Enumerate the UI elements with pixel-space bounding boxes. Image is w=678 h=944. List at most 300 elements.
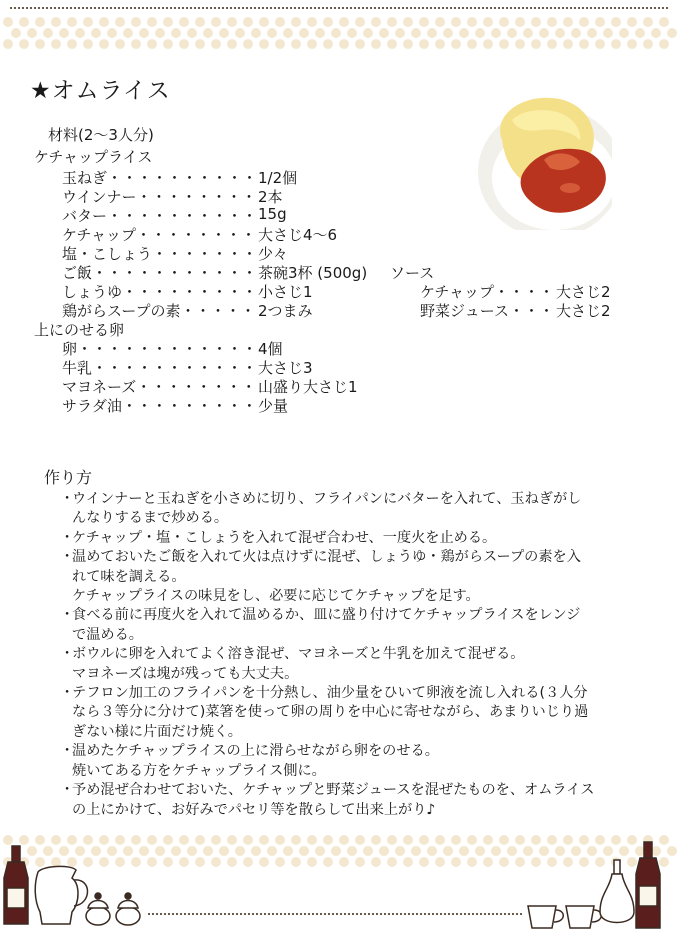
- polka-dot: [339, 857, 349, 867]
- polka-dot: [115, 39, 125, 49]
- polka-dot: [187, 28, 197, 38]
- step-line: 焼いてある方をケチャップライス側に。: [72, 762, 326, 779]
- polka-dots: [3, 835, 677, 867]
- polka-dot: [595, 857, 605, 867]
- ingredient-amount: 小さじ1: [258, 283, 313, 301]
- polka-dot: [51, 39, 61, 49]
- polka-dot: [131, 857, 141, 867]
- polka-dot: [379, 846, 389, 856]
- polka-dot: [147, 17, 157, 27]
- step-item: [60, 645, 632, 684]
- polka-dot: [219, 28, 229, 38]
- polka-dot: [579, 835, 589, 845]
- decanter-icon: [600, 860, 634, 923]
- polka-dot: [339, 835, 349, 845]
- ingredient-amount: 大さじ4～6: [258, 226, 338, 244]
- polka-dot: [107, 28, 117, 38]
- polka-dot: [619, 846, 629, 856]
- polka-dot: [323, 857, 333, 867]
- step-item: [60, 684, 632, 742]
- polka-dot: [115, 17, 125, 27]
- step-item: [60, 781, 632, 820]
- polka-dot: [547, 857, 557, 867]
- polka-dot: [51, 857, 61, 867]
- top-dotted-border: [0, 0, 678, 56]
- polka-dot: [403, 17, 413, 27]
- polka-dot: [499, 835, 509, 845]
- polka-dot: [371, 857, 381, 867]
- polka-dot: [371, 17, 381, 27]
- polka-dot: [355, 39, 365, 49]
- polka-dot: [43, 846, 53, 856]
- step-item: [60, 548, 632, 606]
- polka-dot: [419, 857, 429, 867]
- polka-dot: [331, 28, 341, 38]
- polka-dot: [19, 835, 29, 845]
- polka-dot: [515, 835, 525, 845]
- polka-dot: [451, 835, 461, 845]
- polka-dot: [547, 835, 557, 845]
- polka-dot: [651, 28, 661, 38]
- polka-dot: [291, 17, 301, 27]
- polka-dot: [83, 835, 93, 845]
- bullet: ・: [60, 685, 75, 702]
- polka-dot: [563, 857, 573, 867]
- step-line: 食べる前に再度火を入れて温めるか、皿に盛り付けてケチャップライスをレンジ: [72, 607, 581, 624]
- polka-dot: [323, 17, 333, 27]
- sauce-label: ソース: [390, 264, 435, 282]
- ingredient-name: サラダ油・・・・・・・・・: [62, 397, 257, 415]
- polka-dot: [243, 835, 253, 845]
- polka-dot: [275, 39, 285, 49]
- polka-dot: [227, 17, 237, 27]
- polka-dot: [467, 835, 477, 845]
- step-item: [60, 606, 632, 645]
- polka-dot: [227, 857, 237, 867]
- polka-dot: [667, 28, 677, 38]
- ingredient-name: 塩・こしょう・・・・・・・: [62, 245, 258, 263]
- polka-dot: [203, 28, 213, 38]
- polka-dot: [211, 39, 221, 49]
- polka-dot: [403, 39, 413, 49]
- polka-dot: [67, 17, 77, 27]
- step-item: [60, 529, 632, 548]
- steps-list: [60, 490, 632, 820]
- step-line: ウインナーと玉ねぎを小さめに切り、フライパンにバターを入れて、玉ねぎがし: [72, 491, 582, 507]
- polka-dot: [579, 857, 589, 867]
- polka-dot: [275, 835, 285, 845]
- polka-dot: [563, 17, 573, 27]
- step-line: マヨネーズは塊が残っても大丈夫。: [72, 665, 299, 682]
- polka-dot: [147, 835, 157, 845]
- polka-dot: [547, 17, 557, 27]
- polka-dot: [139, 28, 149, 38]
- polka-dot: [339, 17, 349, 27]
- omurice-photo: [462, 80, 612, 230]
- polka-dot: [331, 846, 341, 856]
- polka-dot: [211, 17, 221, 27]
- polka-dot: [419, 17, 429, 27]
- polka-dot: [659, 39, 669, 49]
- polka-dot: [363, 846, 373, 856]
- polka-dot: [123, 846, 133, 856]
- polka-dot: [259, 39, 269, 49]
- polka-dot: [539, 28, 549, 38]
- ingredient-amount: 茶碗3杯 (500g): [258, 264, 368, 282]
- step-item: [60, 490, 632, 529]
- polka-dot: [611, 835, 621, 845]
- polka-dot: [579, 39, 589, 49]
- polka-dot: [299, 846, 309, 856]
- polka-dot: [259, 835, 269, 845]
- ingredient-name: ご飯・・・・・・・・・・・: [62, 264, 258, 282]
- polka-dot: [579, 17, 589, 27]
- bullet: ・: [60, 607, 75, 624]
- polka-dot: [451, 17, 461, 27]
- polka-dot: [307, 835, 317, 845]
- polka-dot: [531, 857, 541, 867]
- polka-dot: [283, 846, 293, 856]
- step-line: テフロン加工のフライパンを十分熱し、油少量をひいて卵液を流し入れる(３人分: [72, 685, 588, 702]
- polka-dot: [451, 857, 461, 867]
- polka-dot: [83, 857, 93, 867]
- polka-dot: [291, 857, 301, 867]
- polka-dot: [419, 835, 429, 845]
- polka-dot: [459, 28, 469, 38]
- ingredient-amount: 少量: [258, 397, 289, 415]
- polka-dot: [235, 28, 245, 38]
- polka-dot: [187, 846, 197, 856]
- polka-dot: [499, 39, 509, 49]
- polka-dot: [515, 39, 525, 49]
- polka-dot: [131, 39, 141, 49]
- polka-dot: [43, 28, 53, 38]
- polka-dot: [483, 17, 493, 27]
- polka-dot: [171, 28, 181, 38]
- polka-dot: [595, 39, 605, 49]
- polka-dot: [315, 846, 325, 856]
- polka-dot: [291, 39, 301, 49]
- polka-dot: [451, 39, 461, 49]
- polka-dot: [139, 846, 149, 856]
- polka-dot: [531, 17, 541, 27]
- bullet: ・: [60, 491, 75, 507]
- polka-dot: [387, 857, 397, 867]
- polka-dot: [611, 17, 621, 27]
- polka-dot: [243, 17, 253, 27]
- polka-dot: [323, 39, 333, 49]
- polka-dot: [83, 17, 93, 27]
- step-line: 予め混ぜ合わせておいた、ケチャップと野菜ジュースを混ぜたものを、オムライス: [72, 782, 595, 799]
- polka-dot: [459, 846, 469, 856]
- polka-dot: [387, 17, 397, 27]
- polka-dot: [19, 39, 29, 49]
- step-line: 温めておいたご飯を入れて火は点けずに混ぜ、しょうゆ・鶏がらスープの素を入: [72, 549, 581, 566]
- polka-dot: [467, 17, 477, 27]
- ingredient-amount: 大さじ3: [258, 359, 313, 377]
- step-line: ぎない様に片面だけ焼く。: [72, 723, 242, 740]
- polka-dot: [347, 846, 357, 856]
- polka-dot: [67, 857, 77, 867]
- polka-dot: [499, 857, 509, 867]
- polka-dot: [227, 39, 237, 49]
- polka-dot: [659, 17, 669, 27]
- polka-dot: [179, 17, 189, 27]
- polka-dot: [275, 17, 285, 27]
- bottom-kitchen-illustrations: [0, 832, 678, 944]
- ingredient-name: ケチャップ・・・・: [420, 283, 554, 301]
- polka-dot: [35, 17, 45, 27]
- polka-dot: [115, 857, 125, 867]
- polka-dot: [571, 846, 581, 856]
- polka-dot: [467, 857, 477, 867]
- polka-dot: [539, 846, 549, 856]
- polka-dot: [291, 835, 301, 845]
- polka-dot: [155, 846, 165, 856]
- polka-dot: [387, 39, 397, 49]
- polka-dot: [627, 39, 637, 49]
- polka-dot: [443, 846, 453, 856]
- polka-dot: [379, 28, 389, 38]
- polka-dot: [51, 835, 61, 845]
- polka-dot: [371, 39, 381, 49]
- polka-dot: [475, 28, 485, 38]
- polka-dot: [603, 846, 613, 856]
- polka-dot: [523, 28, 533, 38]
- polka-dot: [563, 835, 573, 845]
- bullet: ・: [60, 782, 75, 799]
- polka-dot: [267, 28, 277, 38]
- polka-dot: [211, 835, 221, 845]
- polka-dot: [235, 846, 245, 856]
- polka-dot: [347, 28, 357, 38]
- polka-dot: [83, 39, 93, 49]
- polka-dot: [27, 28, 37, 38]
- polka-dot: [195, 17, 205, 27]
- polka-dot: [475, 846, 485, 856]
- polka-dot: [155, 28, 165, 38]
- polka-dot: [619, 28, 629, 38]
- polka-dot: [435, 17, 445, 27]
- ingredient-name: 野菜ジュース・・・: [420, 302, 554, 320]
- polka-dot: [163, 39, 173, 49]
- ingredient-name: 牛乳・・・・・・・・・・・: [62, 359, 258, 377]
- polka-dot: [179, 835, 189, 845]
- polka-dot: [587, 846, 597, 856]
- polka-dot: [163, 835, 173, 845]
- polka-dot: [507, 28, 517, 38]
- polka-dot: [555, 28, 565, 38]
- polka-dot: [355, 835, 365, 845]
- polka-dot: [491, 846, 501, 856]
- ingredient-name: 玉ねぎ・・・・・・・・・・: [62, 169, 258, 187]
- polka-dot: [395, 846, 405, 856]
- polka-dot: [35, 39, 45, 49]
- polka-dot: [363, 28, 373, 38]
- polka-dot: [179, 39, 189, 49]
- polka-dot: [195, 835, 205, 845]
- sugar-pot-icon: [86, 893, 110, 925]
- polka-dot: [483, 857, 493, 867]
- polka-dot: [587, 28, 597, 38]
- bullet: ・: [60, 646, 75, 663]
- polka-dot: [171, 846, 181, 856]
- polka-dot: [371, 835, 381, 845]
- ingredient-amount: 少々: [258, 245, 289, 263]
- cream-pot-icon: [116, 893, 140, 925]
- polka-dot: [603, 28, 613, 38]
- polka-dot: [427, 28, 437, 38]
- polka-dot: [427, 846, 437, 856]
- polka-dot: [123, 28, 133, 38]
- polka-dot: [147, 39, 157, 49]
- polka-dot: [307, 857, 317, 867]
- ingredient-name: 卵・・・・・・・・・・・・: [62, 340, 258, 358]
- polka-dot: [499, 17, 509, 27]
- polka-dot: [243, 39, 253, 49]
- polka-dot: [387, 835, 397, 845]
- polka-dot: [419, 39, 429, 49]
- polka-dot: [91, 846, 101, 856]
- step-line: ケチャップ・塩・こしょうを入れて混ぜ合わせ、一度火を止める。: [72, 529, 497, 546]
- polka-dot: [51, 17, 61, 27]
- polka-dot: [411, 28, 421, 38]
- step-line: んなりするまで炒める。: [72, 510, 229, 527]
- polka-dot: [435, 835, 445, 845]
- polka-dot: [515, 857, 525, 867]
- polka-dot: [563, 39, 573, 49]
- polka-dot: [259, 857, 269, 867]
- polka-dot: [59, 846, 69, 856]
- polka-dot: [75, 28, 85, 38]
- polka-dot: [107, 846, 117, 856]
- polka-dot: [571, 28, 581, 38]
- polka-dot: [531, 39, 541, 49]
- bullet: ・: [60, 549, 75, 566]
- bullet: ・: [60, 529, 75, 546]
- polka-dot: [491, 28, 501, 38]
- polka-dot: [395, 28, 405, 38]
- polka-dot: [115, 835, 125, 845]
- polka-dot: [339, 39, 349, 49]
- polka-dot: [163, 857, 173, 867]
- step-line: なら３等分に分けて)菜箸を使って卵の周りを中心に寄せながら、あまりいじり過: [72, 704, 589, 721]
- polka-dot: [595, 17, 605, 27]
- polka-dot: [59, 28, 69, 38]
- steps-heading: 作り方: [44, 468, 93, 487]
- ingredient-amount: 大さじ2: [556, 302, 611, 320]
- polka-dot: [307, 17, 317, 27]
- group-label-egg-topping: 上にのせる卵: [34, 321, 125, 339]
- polka-dot: [203, 846, 213, 856]
- step-line: の上にかけて、お好みでパセリ等を散らして出来上がり♪: [72, 801, 436, 818]
- polka-dot: [251, 28, 261, 38]
- polka-dot: [19, 17, 29, 27]
- group-label-ketchup-rice: ケチャップライス: [34, 148, 153, 166]
- step-line: 温めたケチャップライスの上に滑らせながら卵をのせる。: [72, 743, 439, 760]
- polka-dot: [627, 835, 637, 845]
- polka-dots: [3, 17, 677, 49]
- polka-dot: [3, 17, 13, 27]
- ingredient-amount: 山盛り大さじ1: [258, 378, 358, 396]
- polka-dot: [131, 17, 141, 27]
- polka-dot: [531, 835, 541, 845]
- polka-dot: [515, 17, 525, 27]
- polka-dot: [251, 846, 261, 856]
- polka-dot: [411, 846, 421, 856]
- polka-dot: [547, 39, 557, 49]
- polka-dot: [403, 835, 413, 845]
- step-line: れて味を調える。: [72, 568, 186, 585]
- polka-dot: [99, 17, 109, 27]
- polka-dot: [275, 857, 285, 867]
- polka-dot: [195, 39, 205, 49]
- polka-dot: [283, 28, 293, 38]
- polka-dot: [643, 17, 653, 27]
- step-line: で温める。: [72, 626, 143, 643]
- ingredient-name: ウインナー・・・・・・・・: [62, 188, 257, 206]
- polka-dot: [667, 846, 677, 856]
- polka-dot: [35, 835, 45, 845]
- polka-dot: [555, 846, 565, 856]
- polka-dot: [595, 835, 605, 845]
- polka-dot: [627, 857, 637, 867]
- ingredient-amount: 15g: [258, 205, 287, 223]
- ingredients-heading: 材料(2～3人分): [48, 126, 154, 144]
- polka-dot: [315, 28, 325, 38]
- polka-dot: [355, 857, 365, 867]
- polka-dot: [67, 835, 77, 845]
- polka-dot: [443, 28, 453, 38]
- polka-dot: [3, 835, 13, 845]
- polka-dot: [147, 857, 157, 867]
- ingredient-name: マヨネーズ・・・・・・・・: [62, 378, 257, 396]
- ingredient-name: ケチャップ・・・・・・・・: [62, 226, 256, 244]
- polka-dot: [195, 857, 205, 867]
- cup-icon: [528, 906, 563, 928]
- polka-dot: [27, 846, 37, 856]
- polka-dot: [323, 835, 333, 845]
- ingredient-name: 鶏がらスープの素・・・・・: [62, 302, 256, 320]
- polka-dot: [299, 28, 309, 38]
- polka-dot: [243, 857, 253, 867]
- polka-dot: [483, 835, 493, 845]
- step-line: ボウルに卵を入れてよく溶き混ぜ、マヨネーズと牛乳を加えて混ぜる。: [72, 646, 525, 663]
- ingredient-amount: 大さじ2: [556, 283, 611, 301]
- polka-dot: [99, 39, 109, 49]
- polka-dot: [131, 835, 141, 845]
- polka-dot: [355, 17, 365, 27]
- polka-dot: [11, 28, 21, 38]
- ingredient-amount: 4個: [258, 340, 283, 358]
- polka-dot: [643, 39, 653, 49]
- polka-dot: [435, 39, 445, 49]
- ingredient-amount: 2本: [258, 188, 283, 206]
- polka-dot: [227, 835, 237, 845]
- polka-dot: [435, 857, 445, 867]
- polka-dot: [307, 39, 317, 49]
- polka-dot: [35, 857, 45, 867]
- polka-dot: [659, 835, 669, 845]
- bullet: ・: [60, 743, 75, 760]
- pitcher-icon: [35, 866, 87, 924]
- polka-dot: [403, 857, 413, 867]
- polka-dot: [3, 39, 13, 49]
- polka-dot: [67, 39, 77, 49]
- cup-icon: [566, 906, 601, 928]
- step-line: ケチャップライスの味見をし、必要に応じてケチャップを足す。: [72, 588, 480, 605]
- polka-dot: [467, 39, 477, 49]
